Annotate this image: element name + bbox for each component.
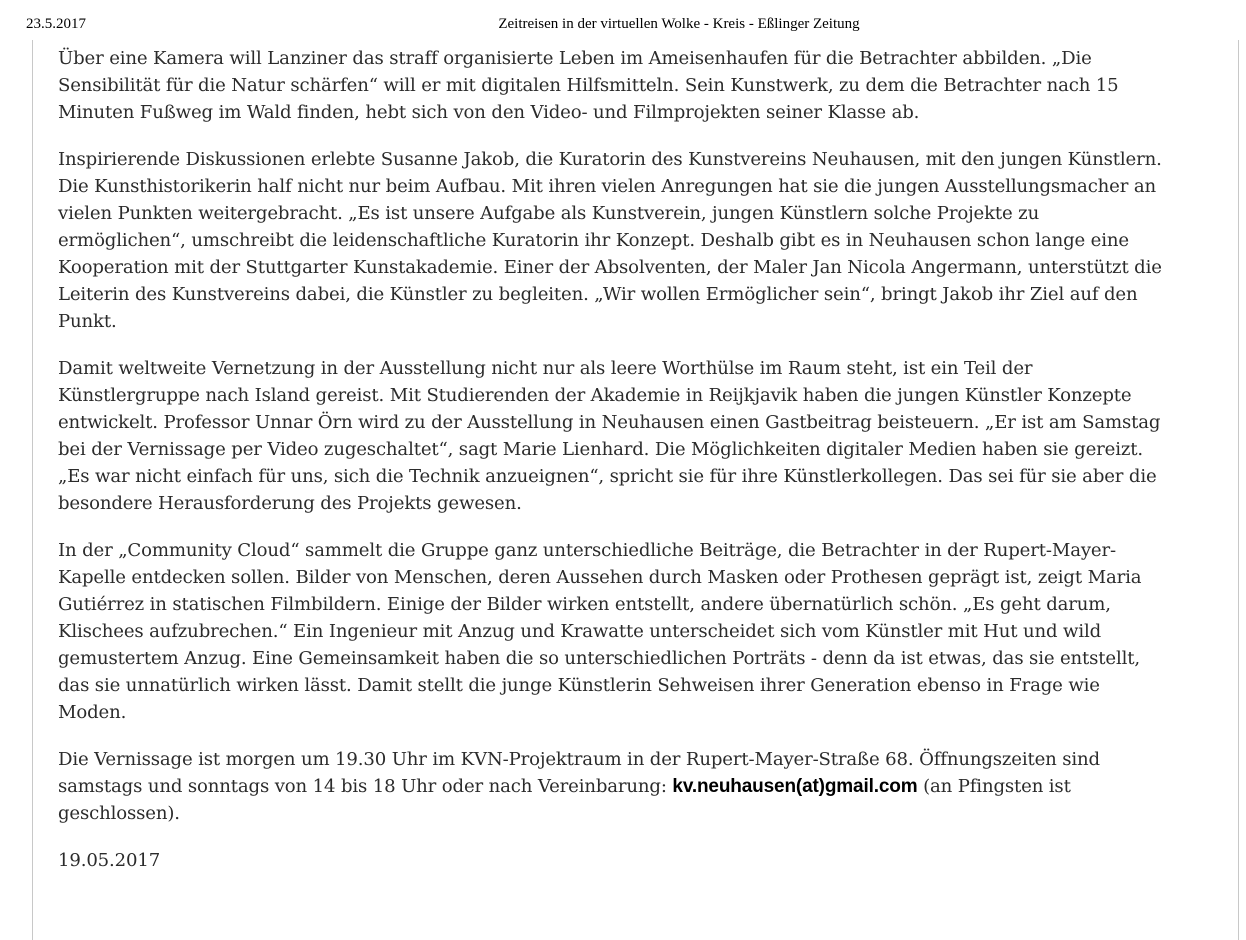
closing-text-after: (an Pfingsten ist geschlossen). xyxy=(58,776,1071,824)
print-title: Zeitreisen in der virtuellen Wolke - Kreis - Eßlinger Zeitung xyxy=(498,16,860,32)
closing-text: Die Vernissage ist morgen um 19.30 Uhr im KVN-Projektraum in der Rupert-Mayer-Straße 68. Öffnungszeiten sind samstags und sonntags von 14 bis 18 Uhr oder nach Vereinbarung: xyxy=(58,749,1100,797)
article-paragraph: Inspirierende Diskussionen erlebte Susanne Jakob, die Kuratorin des Kunstvereins Neuhausen, mit den jungen Künstlern. Die Kunsthistorikerin half nicht nur beim Aufbau. Mit ihren vielen Anregungen hat sie die jungen Ausstellungsmacher an vielen Punkten weitergebracht. „Es ist unsere Aufgabe als Kunstverein, jungen Künstlern solche Projekte zu ermöglichen“, umschreibt die leidenschaftliche Kuratorin ihr Konzept. Deshalb gibt es in Neuhausen schon lange eine Kooperation mit der Stuttgarter Kunstakademie. Einer der Absolventen, der Maler Jan Nicola Angermann, unterstützt die Leiterin des Kunstvereins dabei, die Künstler zu begleiten. „Wir wollen Ermöglicher sein“, bringt Jakob ihr Ziel auf den Punkt. xyxy=(58,149,1162,332)
article-closing-paragraph xyxy=(58,746,1168,827)
article-paragraph: Damit weltweite Vernetzung in der Ausstellung nicht nur als leere Worthülse im Raum steht, ist ein Teil der Künstlergruppe nach Island gereist. Mit Studierenden der Akademie in Reijkjavik haben die jungen Künstler Konzepte entwickelt. Professor Unnar Örn wird zu der Ausstellung in Neuhausen einen Gastbeitrag beisteuern. „Er ist am Samstag bei der Vernissage per Video zugeschaltet“, sagt Marie Lienhard. Die Möglichkeiten digitaler Medien haben sie gereizt. „Es war nicht einfach für uns, sich die Technik anzueignen“, spricht sie für ihre Künstlerkollegen. Das sei für sie aber die besondere Herausforderung des Projekts gewesen. xyxy=(58,358,1161,514)
article-paragraph: Über eine Kamera will Lanziner das straff organisierte Leben im Ameisenhaufen für die Betrachter abbilden. „Die Sensibilität für die Natur schärfen“ will er mit digitalen Hilfsmitteln. Sein Kunstwerk, zu dem die Betrachter nach 15 Minuten Fußweg im Wald finden, hebt sich von den Video- und Filmprojekten seiner Klasse ab. xyxy=(58,48,1119,123)
print-date: 23.5.2017 xyxy=(26,16,86,32)
article-paragraph: In der „Community Cloud“ sammelt die Gruppe ganz unterschiedliche Beiträge, die Betrachter in der Rupert-Mayer-Kapelle entdecken sollen. Bilder von Menschen, deren Aussehen durch Masken oder Prothesen geprägt ist, zeigt Maria Gutiérrez in statischen Filmbildern. Einige der Bilder wirken entstellt, andere übernatürlich schön. „Es geht darum, Klischees aufzubrechen.“ Ein Ingenieur mit Anzug und Krawatte unterscheidet sich vom Künstler mit Hut und wild gemustertem Anzug. Eine Gemeinsamkeit haben die so unterschiedlichen Porträts - denn da ist etwas, das sie entstellt, das sie unnatürlich wirken lässt. Damit stellt die junge Künstlerin Sehweisen ihrer Generation ebenso in Frage wie Moden. xyxy=(58,540,1142,723)
article-body xyxy=(58,45,1168,894)
publish-date: 19.05.2017 xyxy=(58,850,161,871)
print-header xyxy=(0,0,1246,40)
email-link[interactable]: kv.neuhausen(at)gmail.com xyxy=(672,776,918,797)
